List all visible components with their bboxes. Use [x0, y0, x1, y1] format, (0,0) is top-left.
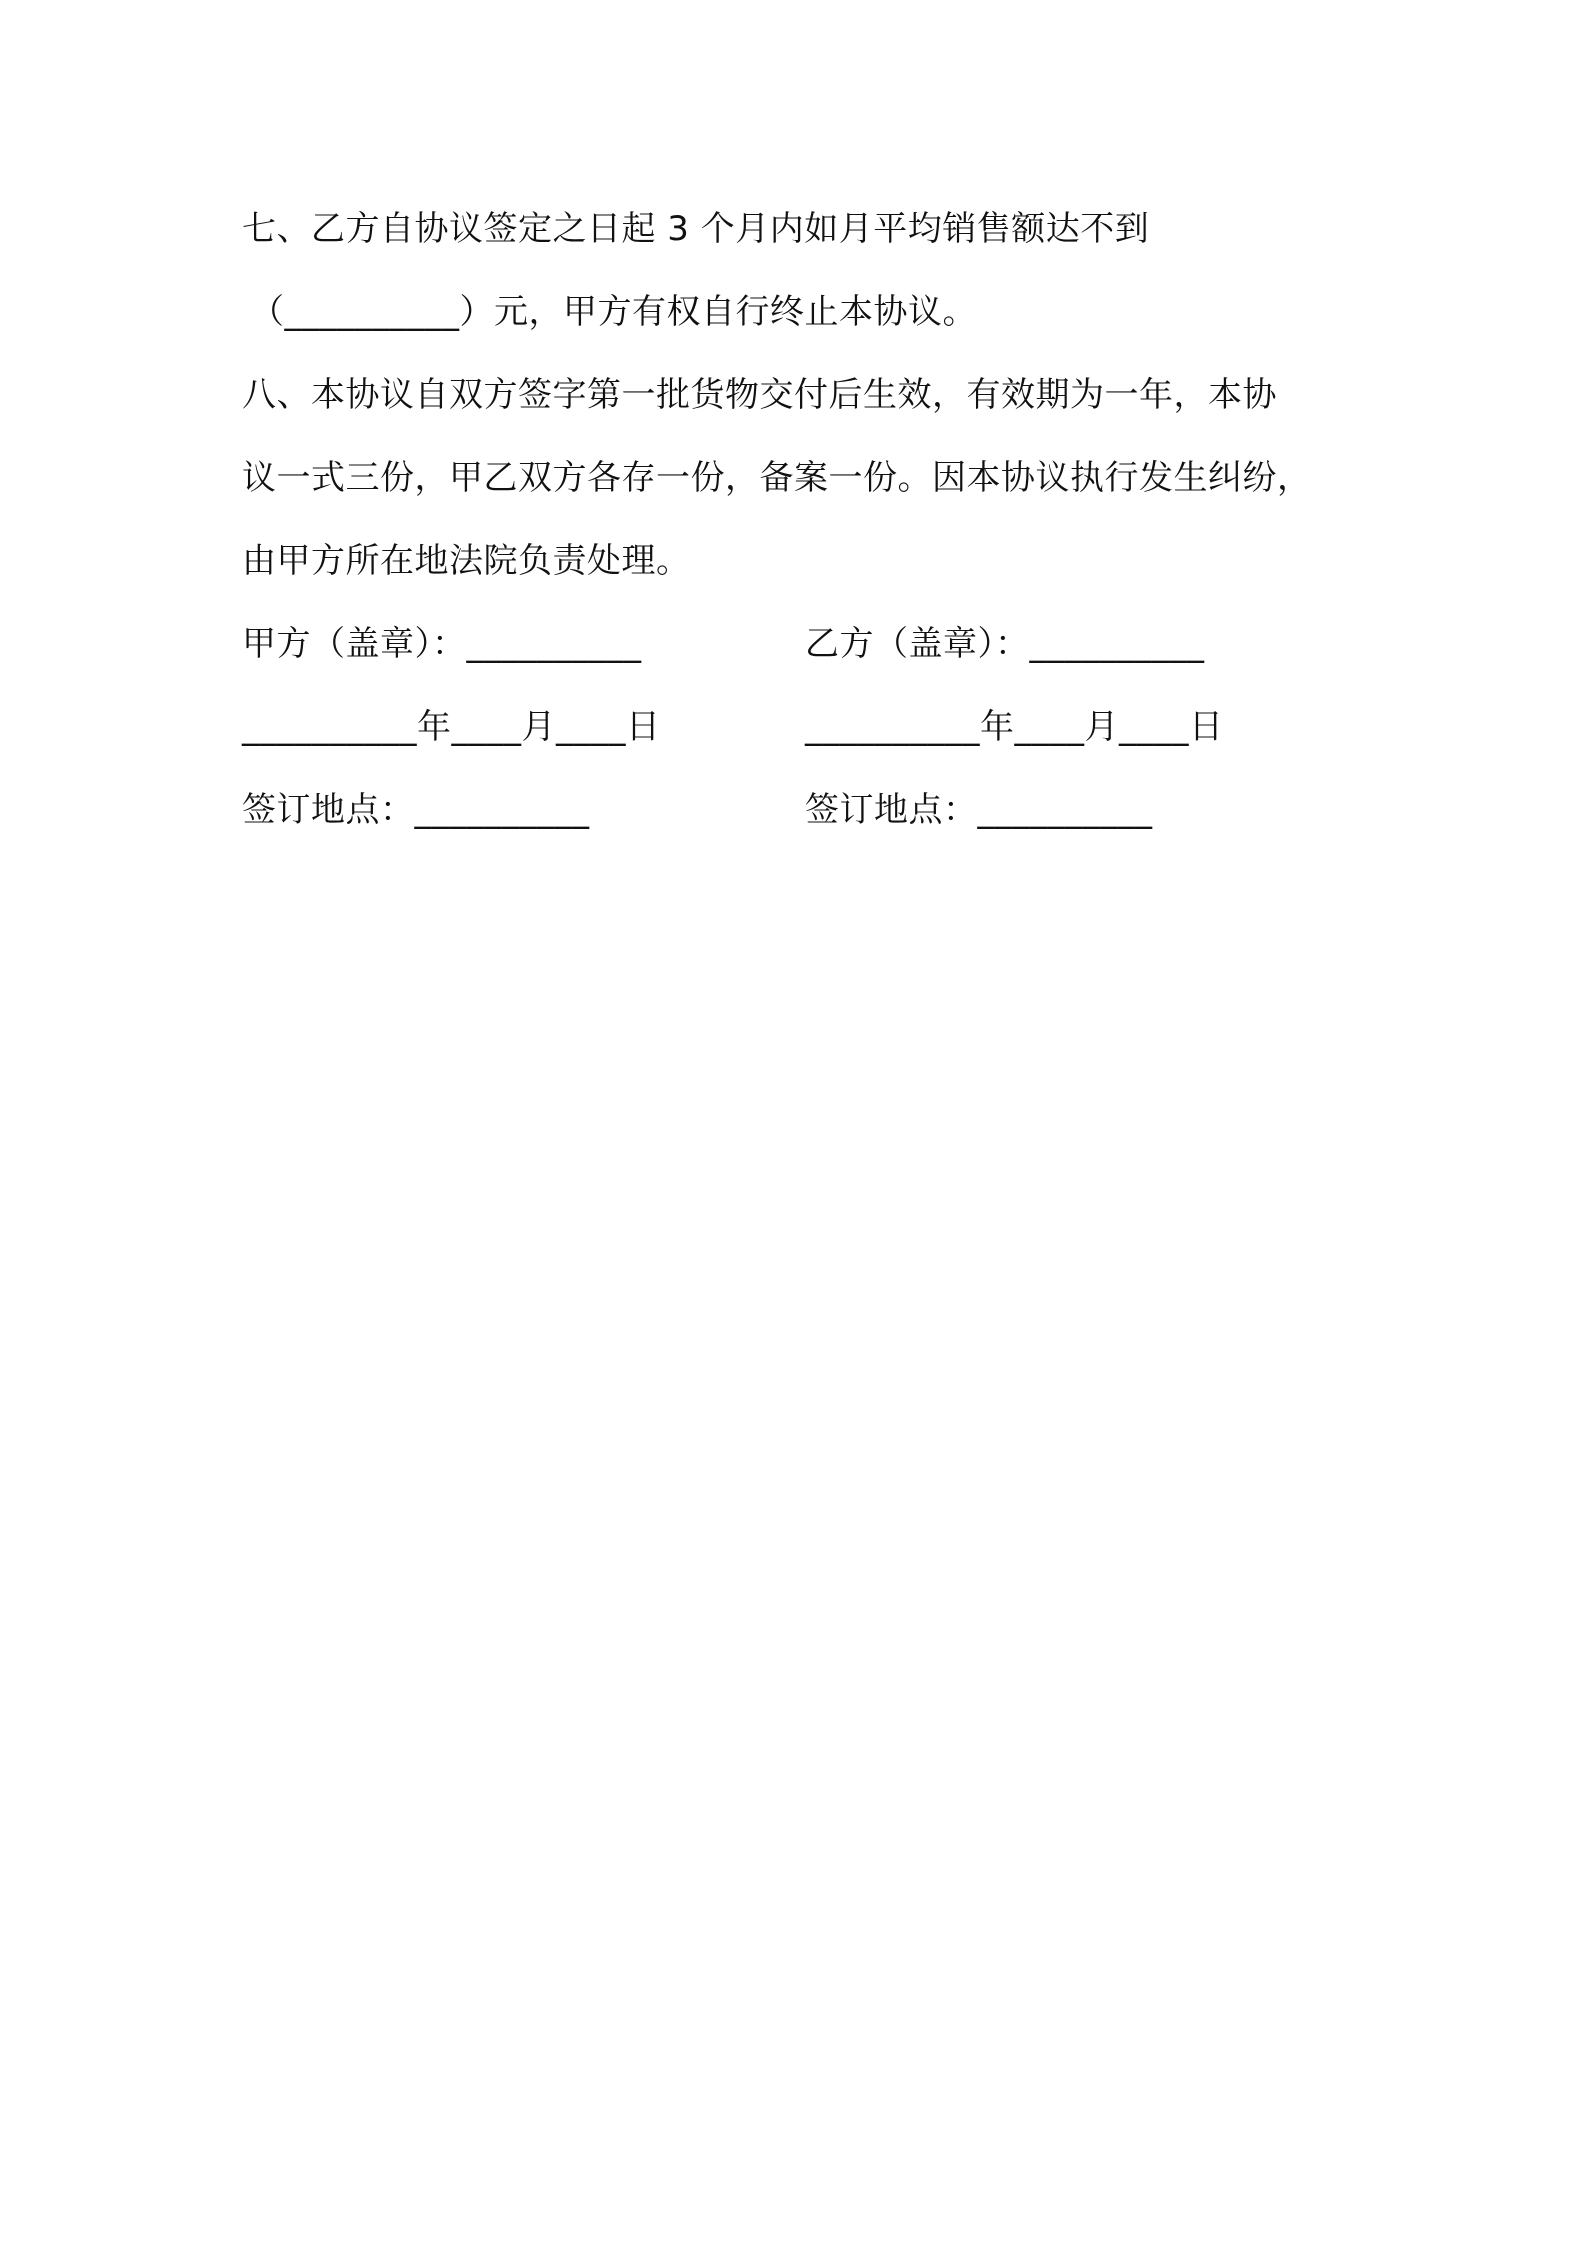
- party-b-place-field: 签订地点：__________: [805, 790, 1153, 830]
- clause-eight-line-3: 由甲方所在地法院负责处理。: [242, 541, 691, 581]
- clause-seven-line-2: （__________）元，甲方有权自行终止本协议。: [250, 292, 977, 332]
- clause-eight-line-1: 八、本协议自双方签字第一批货物交付后生效，有效期为一年，本协: [242, 375, 1277, 415]
- clause-eight-line-2: 议一式三份，甲乙双方各存一份，备案一份。因本协议执行发生纠纷，: [242, 458, 1312, 498]
- party-b-date-field: __________年____月____日: [805, 707, 1224, 747]
- clause-seven-line-1: 七、乙方自协议签定之日起 3 个月内如月平均销售额达不到: [242, 209, 1150, 249]
- party-a-date-field: __________年____月____日: [242, 707, 661, 747]
- party-a-seal-field: 甲方（盖章）：__________: [242, 624, 642, 664]
- party-a-place-field: 签订地点：__________: [242, 790, 590, 830]
- party-b-seal-field: 乙方（盖章）：__________: [805, 624, 1205, 664]
